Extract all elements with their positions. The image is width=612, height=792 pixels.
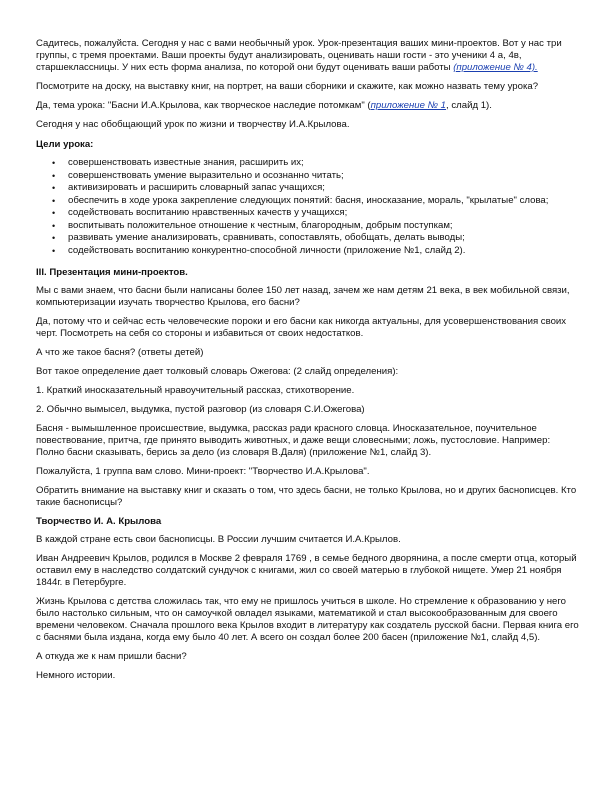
goal-text: активизировать и расширить словарный запас учащихся; [68, 182, 325, 193]
bullet-icon: • [52, 220, 56, 231]
goals-list-item [36, 182, 580, 194]
goal-text: развивать умение анализировать, сравнивать, сопоставлять, обобщать, делать выводы; [68, 232, 465, 243]
goal-text: совершенствовать известные знания, расширить их; [68, 157, 304, 168]
goal-text: содействовать воспитанию конкурентно-способной личности (приложение №1, слайд 2). [68, 244, 466, 256]
section-3-paragraph: Пожалуйста, 1 группа вам слово. Мини-проект: "Творчество И.А.Крылова". [36, 465, 370, 477]
section-3-paragraph: Да, потому что и сейчас есть человеческие пороки и его басни как никогда актуальны, для усовершенствования своих черт. Посмотреть на себя со стороны и избавиться от своих недостатков. [36, 315, 567, 339]
section-3-paragraph: А что же такое басня? (ответы детей) [36, 346, 204, 358]
intro-text-1: Садитесь, пожалуйста. Сегодня у нас с вами необычный урок. Урок-презентация ваших мини-проектов. Вот у нас три группы, с тремя проектами. Ваши проекты будут анализировать, оценивать наши гости - это ученики 4 а, 4в, старшеклассницы. У них есть форма анализа, по которой они будут оценивать ваши работы [36, 38, 562, 73]
section-3-paragraph: Обратить внимание на выставку книг и сказать о том, что здесь басни, не только Крылова, но и других баснописцев. Кто такие баснописцы? [36, 484, 577, 508]
section-3-paragraph: Вот такое определение дает толковый словарь Ожегова: (2 слайд определения): [36, 365, 399, 377]
krylov-paragraph: Иван Андреевич Крылов, родился в Москве 2 февраля 1769 , в семье бедного дворянина, а после смерти отца, который оставил ему в наследство солдатский сундучок с книгами, жил со своей матерью в глубокой нищете. Умер 21 ноября 1844г. в Петербурге. [36, 552, 577, 588]
goals-list-item [36, 232, 580, 244]
lesson-topic-text: Да, тема урока: "Басни И.А.Крылова, как творческое наследие потомкам" ( [36, 100, 371, 111]
appendix-4-link[interactable]: (приложение № 4). [453, 62, 538, 73]
document-page [36, 38, 580, 689]
goals-list-item [36, 245, 580, 257]
bullet-icon: • [52, 183, 56, 193]
intro-paragraph-2: Посмотрите на доску, на выставку книг, на портрет, на ваши сборники и скажите, как можно назвать тему урока? [36, 81, 539, 92]
appendix-1-link[interactable]: приложение № 1 [370, 100, 447, 111]
krylov-paragraph: Немного истории. [36, 669, 116, 681]
bullet-icon: • [52, 195, 56, 206]
bullet-icon: • [52, 158, 56, 168]
section-3-paragraph: 1. Краткий иносказательный нравоучительный рассказ, стихотворение. [36, 384, 355, 396]
goal-text: воспитывать положительное отношение к честным, благородным, добрым поступкам; [68, 219, 453, 231]
goals-list-item [36, 220, 580, 232]
goals-list-item [36, 170, 580, 182]
section-3-paragraph: Мы с вами знаем, что басни были написаны более 150 лет назад, зачем же нам детям 21 века, в век мобильной связи, компьютеризации изучать творчество Крылова, его басни? [36, 284, 570, 308]
goals-heading: Цели урока: [36, 139, 94, 150]
bullet-icon: • [52, 245, 56, 256]
krylov-paragraph: А откуда же к нам пришли басни? [36, 650, 187, 662]
lesson-topic-end: , слайд 1). [446, 100, 492, 111]
goal-text: совершенствовать умение выразительно и осознанно читать; [68, 169, 344, 181]
bullet-icon: • [52, 208, 56, 218]
bullet-icon: • [52, 233, 56, 243]
goal-text: обеспечить в ходе урока закрепление следующих понятий: басня, иносказание, мораль, "крылатые" слова; [68, 194, 549, 206]
krylov-paragraph: В каждой стране есть свои баснописцы. В России лучшим считается И.А.Крылов. [36, 533, 401, 545]
krylov-paragraph: Жизнь Крылова с детства сложилась так, что ему не пришлось учиться в школе. Но стремление к образованию у него было настолько сильным, что он самоучкой овладел языками, математикой и стал высокообразованным для своего времени человеком. Сначала прошлого века Крылов входит в литературу как создатель русской басни. Первая книга его с баснями была издана, когда ему было 40 лет. А всего он создал более 200 басен (приложение №1, слайд 4,5). [36, 595, 579, 643]
intro-paragraph-4: Сегодня у нас обобщающий урок по жизни и творчеству И.А.Крылова. [36, 119, 350, 130]
intro-paragraph-3 [36, 100, 580, 112]
bullet-icon: • [52, 170, 56, 181]
section-3-paragraph: Басня - вымышленное происшествие, выдумка, рассказ ради красного словца. Иносказательное, поучительное повествование, притча, где принято выводить животных, и даже вещи словесными; ложь, пустословие. Например: Полно басни сказывать, берись за дело (из словаря В.Даля) (приложение №1, слайд 3). [36, 422, 551, 458]
goal-text: содействовать воспитанию нравственных качеств у учащихся; [68, 207, 348, 218]
goals-list [36, 157, 580, 257]
goals-list-item [36, 207, 580, 219]
intro-paragraph-1 [36, 38, 580, 74]
goals-list-item [36, 157, 580, 169]
section-3-paragraph: 2. Обычно вымысел, выдумка, пустой разговор (из словаря С.И.Ожегова) [36, 403, 365, 415]
krylov-section-heading: Творчество И. А. Крылова [36, 515, 162, 527]
goals-list-item [36, 195, 580, 207]
section-3-heading: III. Презентация мини-проектов. [36, 266, 188, 278]
